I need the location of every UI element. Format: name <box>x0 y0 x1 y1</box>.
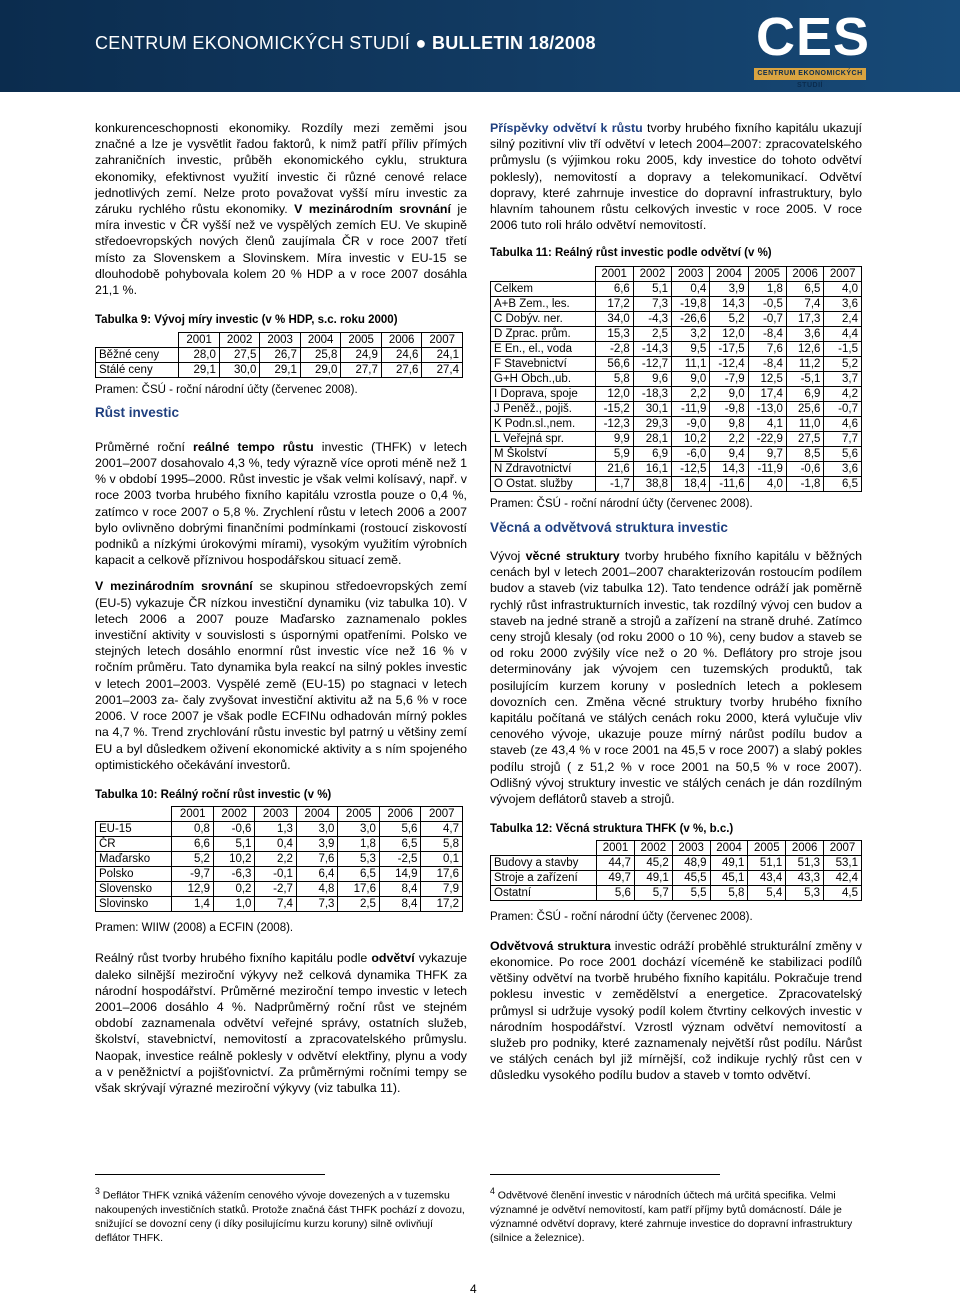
table-cell: 6,5 <box>338 867 380 882</box>
table-cell: -12,7 <box>633 356 671 371</box>
table-cell: 7,6 <box>296 852 338 867</box>
table-row <box>96 363 463 378</box>
table-cell: -18,3 <box>633 386 671 401</box>
table-cell: 27,4 <box>422 363 463 378</box>
table-cell: 12,0 <box>710 326 748 341</box>
logo-subtitle: CENTRUM EKONOMICKÝCH STUDIÍ <box>754 68 866 80</box>
table-cell: 45,2 <box>634 856 672 871</box>
table-cell: 24,1 <box>422 348 463 363</box>
table-row <box>96 837 463 852</box>
table-cell: 38,8 <box>633 476 671 491</box>
table-cell: 5,9 <box>595 446 633 461</box>
table-cell: 34,0 <box>595 311 633 326</box>
table-row <box>491 476 862 491</box>
table-cell: 30,0 <box>219 363 260 378</box>
table-cell: -7,9 <box>710 371 748 386</box>
table-year-header: 2002 <box>219 333 260 348</box>
table-cell: 6,9 <box>633 446 671 461</box>
table-cell: -19,8 <box>672 296 710 311</box>
table-cell: 5,1 <box>633 281 671 296</box>
table-cell: -0,5 <box>748 296 786 311</box>
table-cell: -2,8 <box>595 341 633 356</box>
table-cell: 5,6 <box>824 446 862 461</box>
table-row <box>491 461 862 476</box>
table-cell: 7,4 <box>255 897 297 912</box>
table-cell: -9,0 <box>672 416 710 431</box>
table-cell: -12,3 <box>595 416 633 431</box>
table-cell: 29,3 <box>633 416 671 431</box>
table-cell: 28,1 <box>633 431 671 446</box>
table-cell: -0,7 <box>748 311 786 326</box>
table-cell: -11,6 <box>710 476 748 491</box>
table-cell: 3,0 <box>338 822 380 837</box>
table-cell: -2,7 <box>255 882 297 897</box>
table-cell: 0,8 <box>172 822 214 837</box>
table-cell: 8,5 <box>786 446 824 461</box>
table-cell: 45,5 <box>672 871 710 886</box>
table-9-source: Pramen: ČSÚ - roční národní účty (červenec 2008). <box>95 384 358 397</box>
table-cell: 5,3 <box>786 886 824 901</box>
paragraph: Příspěvky odvětví k růstu tvorby hrubého fixního kapitálu ukazují silný pozitivní vliv tří odvětví v letech 2004–2007: zpracovatelského průmyslu (s výjimkou roku 2005, kdy investice do tohoto odvětví poklesly), nemovitostí a dopravy a telekomunikací. Odvětví dopravy, které zahrnuje investice do dopravní infrastruktury, bylo hlavním tahounem růstu celkových investic v roce 2005. V roce 2006 tuto roli hrálo odvětví nemovitostí. <box>490 121 862 233</box>
table-year-header: 2005 <box>748 841 786 856</box>
table-cell: 48,9 <box>672 856 710 871</box>
table-cell: -9,7 <box>172 867 214 882</box>
table-year-header: 2005 <box>341 333 382 348</box>
table-cell: 5,7 <box>634 886 672 901</box>
table-cell: -1,5 <box>824 341 862 356</box>
table-year-header: 2004 <box>300 333 341 348</box>
table-row-label: A+B Zem., les. <box>491 296 596 311</box>
table-cell: 14,9 <box>379 867 421 882</box>
table-row-label: Maďarsko <box>96 852 172 867</box>
table-cell: 2,2 <box>255 852 297 867</box>
table-row-label: D Zprac. prům. <box>491 326 596 341</box>
table-cell: 1,4 <box>172 897 214 912</box>
table-cell: 11,0 <box>786 416 824 431</box>
table-cell: 12,6 <box>786 341 824 356</box>
table-cell: 6,9 <box>786 386 824 401</box>
table-cell: 9,0 <box>672 371 710 386</box>
table-cell: 3,9 <box>296 837 338 852</box>
bulletin-number: BULLETIN 18/2008 <box>431 33 596 53</box>
table-cell: 1,8 <box>338 837 380 852</box>
table-cell: 51,1 <box>748 856 786 871</box>
table-corner-cell <box>491 841 597 856</box>
table-cell: 2,2 <box>672 386 710 401</box>
table-cell: 9,4 <box>710 446 748 461</box>
table-cell: 24,6 <box>381 348 422 363</box>
table-cell: 7,9 <box>421 882 463 897</box>
table-row-label: Stroje a zařízení <box>491 871 597 886</box>
table-cell: 27,5 <box>786 431 824 446</box>
table-cell: 29,1 <box>260 363 301 378</box>
table-cell: 5,4 <box>748 886 786 901</box>
table-cell: 17,3 <box>786 311 824 326</box>
table-cell: 3,9 <box>710 281 748 296</box>
table-cell: 0,4 <box>255 837 297 852</box>
table-row-label: Stálé ceny <box>96 363 179 378</box>
table-year-header: 2005 <box>338 807 380 822</box>
table-cell: 9,6 <box>633 371 671 386</box>
table-header-row <box>96 333 463 348</box>
table-row <box>491 446 862 461</box>
footnote-3: $^3$ Deflátor THFK vzniká vážením cenového vývoje dovezených a v tuzemsku nakoupených investičních statků. Protože značná část THFK pochází z dovozu, snižující se dovozní ceny (i díky posilujícímu kurzu koruny) silně ovlivňují deflátor THFK. <box>95 1186 465 1244</box>
table-11-caption: Tabulka 11: Reálný růst investic podle odvětví (v %) <box>490 247 772 260</box>
table-cell: -8,4 <box>748 326 786 341</box>
table-year-header: 2006 <box>786 266 824 281</box>
table-cell: 0,1 <box>421 852 463 867</box>
table-cell: -0,6 <box>786 461 824 476</box>
table-row-label: Budovy a stavby <box>491 856 597 871</box>
table-row-label: E En., el., voda <box>491 341 596 356</box>
table-cell: 9,0 <box>710 386 748 401</box>
footnote-divider <box>95 1174 325 1175</box>
table-year-header: 2007 <box>824 266 862 281</box>
table-cell: 4,5 <box>824 886 862 901</box>
table-cell: 27,7 <box>341 363 382 378</box>
table-row-label: Slovensko <box>96 882 172 897</box>
table-year-header: 2007 <box>421 807 463 822</box>
table-cell: 53,1 <box>824 856 862 871</box>
table-cell: 30,1 <box>633 401 671 416</box>
table-cell: 44,7 <box>597 856 635 871</box>
table-cell: 9,7 <box>748 446 786 461</box>
table-cell: 17,2 <box>421 897 463 912</box>
table-cell: 6,6 <box>172 837 214 852</box>
table-row-label: K Podn.sl.,nem. <box>491 416 596 431</box>
table-row-label: Slovinsko <box>96 897 172 912</box>
table-cell: 25,6 <box>786 401 824 416</box>
table-cell: -15,2 <box>595 401 633 416</box>
table-cell: -22,9 <box>748 431 786 446</box>
table-row <box>491 431 862 446</box>
header-title <box>95 33 596 54</box>
table-cell: 6,5 <box>824 476 862 491</box>
table-cell: 5,8 <box>595 371 633 386</box>
logo-mark: CES <box>756 7 871 67</box>
table-row <box>491 341 862 356</box>
page-header <box>0 0 960 92</box>
table-cell: 3,6 <box>824 461 862 476</box>
table-cell: 0,2 <box>213 882 255 897</box>
page-number: 4 <box>470 1282 477 1296</box>
table-header-row <box>491 266 862 281</box>
table-cell: 1,8 <box>748 281 786 296</box>
table-cell: 7,3 <box>633 296 671 311</box>
table-row-label: ČR <box>96 837 172 852</box>
table-row-label: G+H Obch.,ub. <box>491 371 596 386</box>
table-cell: 51,3 <box>786 856 824 871</box>
table-cell: -9,8 <box>710 401 748 416</box>
table-cell: -1,7 <box>595 476 633 491</box>
table-cell: 29,0 <box>300 363 341 378</box>
table-12-caption: Tabulka 12: Věcná struktura THFK (v %, b.c.) <box>490 823 734 836</box>
table-year-header: 2003 <box>260 333 301 348</box>
table-cell: 8,4 <box>379 882 421 897</box>
table-cell: 4,0 <box>824 281 862 296</box>
table-cell: 11,2 <box>786 356 824 371</box>
table-cell: 10,2 <box>672 431 710 446</box>
table-cell: 17,4 <box>748 386 786 401</box>
table-cell: -6,0 <box>672 446 710 461</box>
table-year-header: 2003 <box>672 841 710 856</box>
table-11 <box>490 266 862 492</box>
table-cell: 2,5 <box>633 326 671 341</box>
table-cell: 14,3 <box>710 296 748 311</box>
table-cell: 18,4 <box>672 476 710 491</box>
table-year-header: 2002 <box>633 266 671 281</box>
table-cell: 9,9 <box>595 431 633 446</box>
table-9-caption: Tabulka 9: Vývoj míry investic (v % HDP, s.c. roku 2000) <box>95 314 398 327</box>
table-cell: -5,1 <box>786 371 824 386</box>
table-cell: 10,2 <box>213 852 255 867</box>
left-column <box>95 120 467 1096</box>
table-year-header: 2004 <box>296 807 338 822</box>
paragraph: Vývoj věcné struktury tvorby hrubého fixního kapitálu v běžných cenách byl v letech 2001–2007 charakterizován rostoucím podílem budov a staveb (viz tabulka 12). Tato tendence odráží jak poměrně rychlý růst infrastrukturních investic, tak rozdílný vývoj cen budov a staveb na jedné straně a strojů a zařízení na straně druhé. Zatímco ceny strojů klesaly (od roku 2000 o 10 %), ceny budov a staveb se od roku 2000 zvýšily více než o 20 %. Deflátory pro stroje jsou determinovány jak vývojem cen tuzemských produktů, tak posilujícím kurzem koruny v posledních letech a poklesem dovozních cen. Změna věcné struktury tvorby hrubého fixního kapitálu počítaná ve stálých cenách roku 2000, která vylučuje vliv cenového vývoje, ukazuje pouze mírný nárůst podílu budov a staveb (ze 43,4 % v roce 2001 na 45,5 v roce 2007) a slabý pokles podílu strojů ( z 51,2 % v roce 2001 na 50,5 % v roce 2007). Odlišný vývoj struktury investic ve stálých cenách je dán rozdílným vývojem deflátorů staveb a strojů. <box>490 549 862 807</box>
table-row <box>491 856 862 871</box>
table-cell: 3,7 <box>824 371 862 386</box>
table-cell: -1,8 <box>786 476 824 491</box>
table-row <box>491 401 862 416</box>
table-cell: 7,4 <box>786 296 824 311</box>
table-cell: 4,6 <box>824 416 862 431</box>
table-row <box>491 296 862 311</box>
table-cell: 28,0 <box>179 348 220 363</box>
table-cell: 2,5 <box>338 897 380 912</box>
table-cell: 4,1 <box>748 416 786 431</box>
table-cell: 7,7 <box>824 431 862 446</box>
table-year-header: 2006 <box>379 807 421 822</box>
table-cell: 26,7 <box>260 348 301 363</box>
table-row-label: Ostatní <box>491 886 597 901</box>
table-row <box>96 867 463 882</box>
table-cell: 5,6 <box>597 886 635 901</box>
table-cell: -4,3 <box>633 311 671 326</box>
table-cell: 4,7 <box>421 822 463 837</box>
table-year-header: 2002 <box>213 807 255 822</box>
table-row-label: Celkem <box>491 281 596 296</box>
table-row <box>96 852 463 867</box>
table-cell: 5,1 <box>213 837 255 852</box>
table-cell: 5,2 <box>824 356 862 371</box>
table-row-label: N Zdravotnictví <box>491 461 596 476</box>
table-year-header: 2001 <box>597 841 635 856</box>
table-9 <box>95 332 463 378</box>
table-cell: 21,6 <box>595 461 633 476</box>
table-row-label: O Ostat. služby <box>491 476 596 491</box>
table-row <box>491 386 862 401</box>
table-year-header: 2003 <box>255 807 297 822</box>
table-row <box>96 348 463 363</box>
table-row <box>491 356 862 371</box>
table-row <box>491 311 862 326</box>
table-cell: -26,6 <box>672 311 710 326</box>
table-year-header: 2004 <box>710 266 748 281</box>
table-header-row <box>491 841 862 856</box>
table-cell: 45,1 <box>710 871 748 886</box>
table-cell: 0,4 <box>672 281 710 296</box>
table-cell: 56,6 <box>595 356 633 371</box>
table-cell: 5,2 <box>172 852 214 867</box>
table-row <box>491 886 862 901</box>
table-row-label: M Školství <box>491 446 596 461</box>
ces-logo <box>752 7 871 89</box>
table-10-caption: Tabulka 10: Reálný roční růst investic (v %) <box>95 788 332 801</box>
paragraph: V mezinárodním srovnání se skupinou středoevropských zemí (EU-5) vykazuje ČR nízkou investiční dynamiku (viz tabulka 10). V letech 2006 a 2007 pouze Maďarsko zaznamenalo pokles investiční aktivity v souvislosti s úspornými opatřeními. Polsko ve stejných letech dosáhlo enormní růst investic více než 16 % v ročním průměru. Tato dynamika byla reakcí na silný pokles investic v letech 2001–2003. Vyspělé země (EU-15) po stagnaci v letech 2001–2003 za- čaly zvyšovat investiční aktivitu až na 5,6 % v roce 2006. V roce 2007 je však podle ECFINu odhadován mírný pokles na 4,7 %. Trend zrychlování růstu investic byl patrný u většiny zemí EU a byl důsledkem oživení ekonomické aktivity a s ním spojeného optimistického očekávání investorů. <box>95 579 467 772</box>
table-cell: 49,1 <box>634 871 672 886</box>
table-cell: 9,5 <box>672 341 710 356</box>
table-cell: 1,3 <box>255 822 297 837</box>
table-cell: 4,4 <box>824 326 862 341</box>
table-row-label: L Veřejná spr. <box>491 431 596 446</box>
table-cell: -2,5 <box>379 852 421 867</box>
table-cell: 14,3 <box>710 461 748 476</box>
table-cell: 29,1 <box>179 363 220 378</box>
table-row <box>491 371 862 386</box>
table-corner-cell <box>491 266 596 281</box>
table-year-header: 2003 <box>672 266 710 281</box>
table-corner-cell <box>96 807 172 822</box>
table-cell: 6,6 <box>595 281 633 296</box>
table-cell: 15,3 <box>595 326 633 341</box>
table-cell: 12,9 <box>172 882 214 897</box>
table-row <box>96 882 463 897</box>
table-12-source: Pramen: ČSÚ - roční národní účty (červenec 2008). <box>490 911 753 924</box>
table-cell: 3,2 <box>672 326 710 341</box>
table-10 <box>95 806 463 912</box>
table-cell: 1,0 <box>213 897 255 912</box>
journal-name: CENTRUM EKONOMICKÝCH STUDIÍ <box>95 33 411 53</box>
table-cell: 4,2 <box>824 386 862 401</box>
table-cell: 3,6 <box>786 326 824 341</box>
table-cell: 9,8 <box>710 416 748 431</box>
table-cell: -12,4 <box>710 356 748 371</box>
table-row-label: C Dobýv. ner. <box>491 311 596 326</box>
table-cell: -6,3 <box>213 867 255 882</box>
table-cell: -11,9 <box>748 461 786 476</box>
table-12 <box>490 840 862 901</box>
table-cell: 5,3 <box>338 852 380 867</box>
table-cell: -8,4 <box>748 356 786 371</box>
table-cell: 17,2 <box>595 296 633 311</box>
table-row-label: EU-15 <box>96 822 172 837</box>
table-cell: -17,5 <box>710 341 748 356</box>
table-cell: 7,6 <box>748 341 786 356</box>
table-cell: 43,3 <box>786 871 824 886</box>
table-cell: 6,5 <box>786 281 824 296</box>
table-row-label: F Stavebnictví <box>491 356 596 371</box>
table-cell: 25,8 <box>300 348 341 363</box>
table-cell: 43,4 <box>748 871 786 886</box>
footnote-divider <box>490 1174 720 1175</box>
footnote-4: $^4$ Odvětvové členění investic v národních účtech má určitá specifika. Velmi významné je odvětví nemovitostí, kam patří příjmy bytů domácností. Dále je významné odvětví dopravy, které zahrnuje investice do dopravní infrastruktury (silnice a železnice). <box>490 1186 853 1244</box>
table-year-header: 2007 <box>422 333 463 348</box>
table-year-header: 2004 <box>710 841 748 856</box>
section-heading: Růst investic <box>95 404 180 420</box>
table-year-header: 2006 <box>786 841 824 856</box>
table-cell: 27,5 <box>219 348 260 363</box>
table-row <box>96 822 463 837</box>
table-cell: -0,7 <box>824 401 862 416</box>
table-year-header: 2001 <box>172 807 214 822</box>
table-cell: -14,3 <box>633 341 671 356</box>
table-row <box>491 416 862 431</box>
paragraph: Reálný růst tvorby hrubého fixního kapitálu podle odvětví vykazuje daleko silnější meziroční výkyvy než celková dynamika THFK za národní hospodářství. Průměrné meziroční tempo investic v letech 2001–2006 dosáhlo 4 %. Nadprůměrný roční růst ve stejném období zaznamenala odvětví veřejné správy, ostatních služeb, školství, stavebnictví, nemovitostí a zpracovatelského průmyslu. Naopak, investice reálně poklesly v odvětví elektřiny, plynu a vody a v peněžnictví a pojišťovnictví. Za průměrnými ročními tempy se však skrývají výrazné meziroční výkyvy (viz tabulka 11). <box>95 951 467 1095</box>
table-year-header: 2007 <box>824 841 862 856</box>
table-cell: 24,9 <box>341 348 382 363</box>
table-row-label: I Doprava, spoje <box>491 386 596 401</box>
table-cell: -0,1 <box>255 867 297 882</box>
table-cell: 11,1 <box>672 356 710 371</box>
table-cell: -12,5 <box>672 461 710 476</box>
table-11-source: Pramen: ČSÚ - roční národní účty (červenec 2008). <box>490 497 753 510</box>
table-cell: 5,5 <box>672 886 710 901</box>
table-row-label: Běžné ceny <box>96 348 179 363</box>
table-cell: 2,2 <box>710 431 748 446</box>
table-row <box>491 281 862 296</box>
table-cell: 6,4 <box>296 867 338 882</box>
table-cell: 5,8 <box>710 886 748 901</box>
table-year-header: 2005 <box>748 266 786 281</box>
table-cell: -0,6 <box>213 822 255 837</box>
table-cell: -11,9 <box>672 401 710 416</box>
table-cell: 3,6 <box>824 296 862 311</box>
right-column <box>490 120 862 1084</box>
paragraph: konkurenceschopnosti ekonomiky. Rozdíly mezi zeměmi jsou značné a lze je vysvětlit řadou faktorů, k nimž patří příliv přímých zahraničních investic, průběh ekonomického cyklu, struktura ekonomiky, efektivnost využití investic či různé cenové relace jednotlivých zemí. Nelze proto považovat vyšší míru investic za záruku rychlého růstu ekonomiky. V mezinárodním srovnání je míra investic v ČR vyšší než ve vyspělých zemích EU. Ve skupině středoevropských nových členů zaujímala ČR v roce 2007 třetí místo za Slovenskem a Slovinskem. Míra investic v EU-15 se dlouhodobě pohybovala kolem 20 % HDP a v roce 2007 dosáhla 21,1 %. <box>95 121 467 298</box>
table-cell: -13,0 <box>748 401 786 416</box>
table-cell: 3,0 <box>296 822 338 837</box>
table-cell: 27,6 <box>381 363 422 378</box>
paragraph: Odvětvová struktura investic odráží proběhlé strukturální změny v ekonomice. Po roce 2001 dochází víceméně ke stabilizaci podílů většiny odvětví na tvorbě hrubého fixního kapitálu. Pokračuje trend poklesu investic v zemědělství a energetice. Zpracovatelský průmysl si udržuje vysoký podíl kolem čtvrtiny celkových investic v národním hospodářství. Vzrostl význam odvětví nemovitostí a služeb pro podniky, které zaznamenaly největší růst podílu. Nárůst ve stálých cenách byl již mírnější, což indikuje rychlý růst cen v důsledku vysokého podílu budov a staveb v tomto odvětví. <box>490 938 862 1083</box>
table-year-header: 2001 <box>179 333 220 348</box>
table-row <box>96 897 463 912</box>
table-cell: 4,0 <box>748 476 786 491</box>
table-cell: 2,4 <box>824 311 862 326</box>
table-cell: 5,6 <box>379 822 421 837</box>
table-cell: 6,5 <box>379 837 421 852</box>
table-cell: 17,6 <box>338 882 380 897</box>
table-row <box>491 326 862 341</box>
table-row-label: J Peněž., pojiš. <box>491 401 596 416</box>
table-row-label: Polsko <box>96 867 172 882</box>
table-row <box>491 871 862 886</box>
table-header-row <box>96 807 463 822</box>
table-cell: 5,8 <box>421 837 463 852</box>
bullet-icon: ● <box>415 33 427 53</box>
table-year-header: 2002 <box>634 841 672 856</box>
table-cell: 5,2 <box>710 311 748 326</box>
table-cell: 12,5 <box>748 371 786 386</box>
table-cell: 49,7 <box>597 871 635 886</box>
section-heading: Věcná a odvětvová struktura investic <box>490 519 728 535</box>
table-cell: 17,6 <box>421 867 463 882</box>
table-cell: 8,4 <box>379 897 421 912</box>
table-cell: 16,1 <box>633 461 671 476</box>
table-10-source: Pramen: WIIW (2008) a ECFIN (2008). <box>95 922 294 935</box>
table-cell: 7,3 <box>296 897 338 912</box>
table-cell: 4,8 <box>296 882 338 897</box>
table-year-header: 2006 <box>381 333 422 348</box>
table-year-header: 2001 <box>595 266 633 281</box>
table-cell: 49,1 <box>710 856 748 871</box>
table-corner-cell <box>96 333 179 348</box>
table-cell: 42,4 <box>824 871 862 886</box>
paragraph: Průměrné roční reálné tempo růstu investic (THFK) v letech 2001–2007 dosahovalo 4,3 %, tedy výrazně více oproti méně než 1 % v období 1995–2000. Růst investic je však velmi kolísavý, např. v roce 2003 tvorba hrubého fixního kapitálu vzrostla pouze o 0,4 %, zatímco v roce 2007 o 5,8 %. Zrychlení růstu v letech 2006 a 2007 bylo ovlivněno dobrými finančními podmínkami (rostoucí ziskovostí podniků a nízkými úrokovými mírami), vysokým využitím výrobních kapacit a celkově příznivou hospodářskou situací země. <box>95 439 467 568</box>
table-cell: 12,0 <box>595 386 633 401</box>
